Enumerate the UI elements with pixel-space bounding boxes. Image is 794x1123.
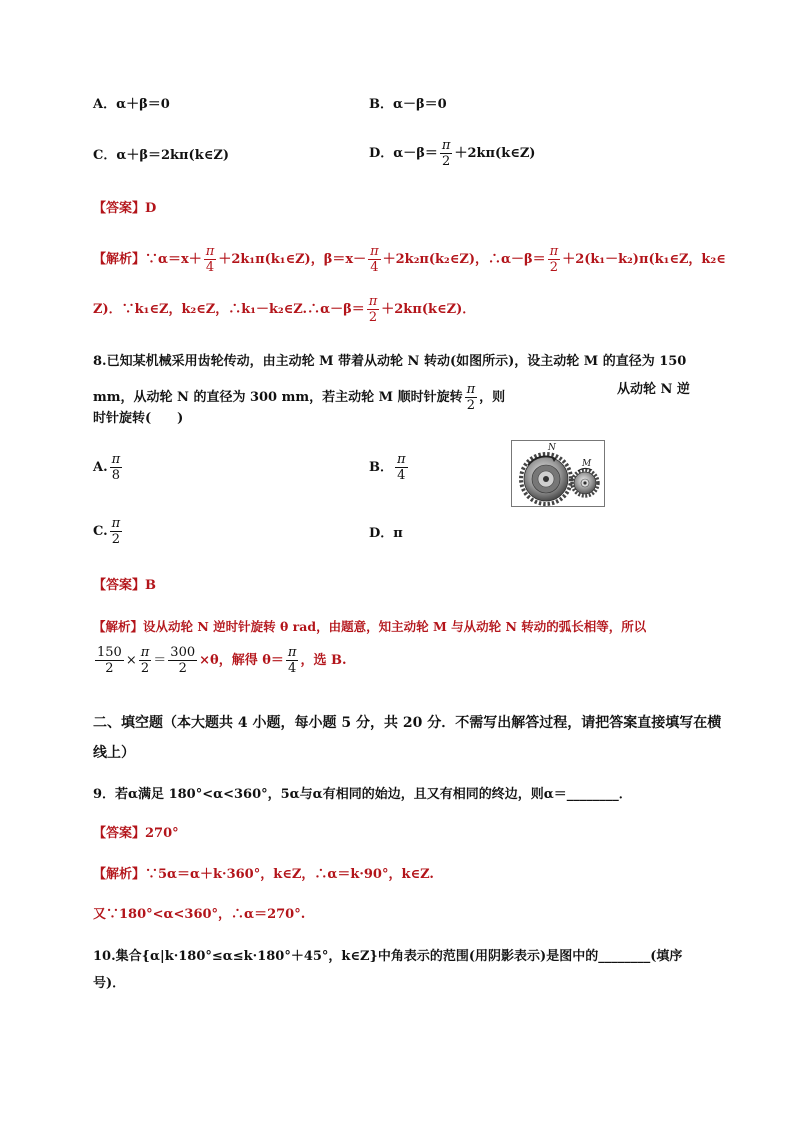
q8-option-a: A. $\frac{\pi}{8}$ (93, 452, 121, 483)
q8-option-b: B． $\frac{\pi}{4}$ (369, 452, 406, 483)
section2-heading-line1: 二、填空题（本大题共 4 小题，每小题 5 分，共 20 分．不需写出解答过程，请把答案直接填写在横 (93, 715, 722, 731)
q8-stem-right-fragment: 从动轮 N 逆 (617, 382, 690, 397)
q8-answer: 【答案】B (93, 578, 156, 593)
q8-stem-line2: mm，从动轮 N 的直径为 300 mm，若主动轮 M 顺时针旋转 $\frac{\pi}{2}$ ，则 (93, 382, 506, 413)
q9-explanation-line2: 又∵180°<α<360°，∴α＝270°. (93, 907, 306, 922)
q7-option-d-prefix: D．α－β＝ (369, 146, 438, 161)
section2-heading-line2: 线上） (93, 745, 135, 761)
small-gear-m (572, 468, 598, 496)
q7-option-d (369, 138, 535, 169)
q9-explanation-line1: 【解析】∵5α＝α＋k·360°，k∈Z，∴α＝k·90°，k∈Z. (93, 867, 434, 882)
gears-illustration (512, 441, 604, 506)
q7-option-a: A．α＋β＝0 (93, 97, 170, 112)
q8-stem-line1: 8.已知某机械采用齿轮传动，由主动轮 M 带着从动轮 N 转动(如图所示)，设主动轮 M 的直径为 150 (93, 354, 687, 369)
q8-explanation-line2: $\frac{150}{2}$ × $\frac{\pi}{2}$ ＝ $\frac{300}{2}$ ×θ，解得 θ＝ $\frac{\pi}{4}$ ，选 B. (97, 645, 347, 676)
q10-stem-line2: 号)． (93, 976, 126, 991)
q9-stem: 9．若α满足 180°<α<360°，5α与α有相同的始边，且又有相同的终边，则α＝________． (93, 787, 632, 802)
q8-explanation-line1: 【解析】设从动轮 N 逆时针旋转 θ rad，由题意，知主动轮 M 与从动轮 N 转动的弧长相等，所以 (93, 619, 647, 634)
large-gear-n (521, 454, 571, 504)
q7-explanation-line1: 【解析】∵α＝x＋ $\frac{\pi}{4}$ ＋2k₁π(k₁∈Z)，β＝x－ $\frac{\pi}{4}$ ＋2k₂π(k₂∈Z)，∴α－β＝ $\frac{\pi}{2}$ ＋2(k₁－k₂)π(k₁∈Z，k₂∈ (93, 244, 726, 275)
q7-answer: 【答案】D (93, 201, 157, 216)
q7-explanation-line2: Z)．∵k₁∈Z，k₂∈Z，∴k₁－k₂∈Z.∴α－β＝ $\frac{\pi}{2}$ ＋2kπ(k∈Z)． (93, 294, 476, 325)
q8-option-c: C. $\frac{\pi}{2}$ (93, 516, 121, 547)
label-n: N (548, 443, 556, 453)
gear-figure (511, 440, 605, 507)
q7-option-b: B．α－β＝0 (369, 97, 447, 112)
q7-option-d-suffix: ＋2kπ(k∈Z) (454, 146, 536, 161)
label-m: M (582, 459, 592, 469)
fraction-pi-over-2: $\frac{\pi}{2}$ (441, 138, 451, 169)
q10-stem-line1: 10.集合{α|k·180°≤α≤k·180°＋45°，k∈Z}中角表示的范围(用阴影表示)是图中的________(填序 (93, 949, 683, 964)
q8-stem-line3: 时针旋转( ) (93, 411, 184, 426)
q8-option-d: D．π (369, 526, 403, 541)
q7-option-c: C．α＋β＝2kπ(k∈Z) (93, 148, 229, 163)
q9-answer: 【答案】270° (93, 826, 179, 841)
